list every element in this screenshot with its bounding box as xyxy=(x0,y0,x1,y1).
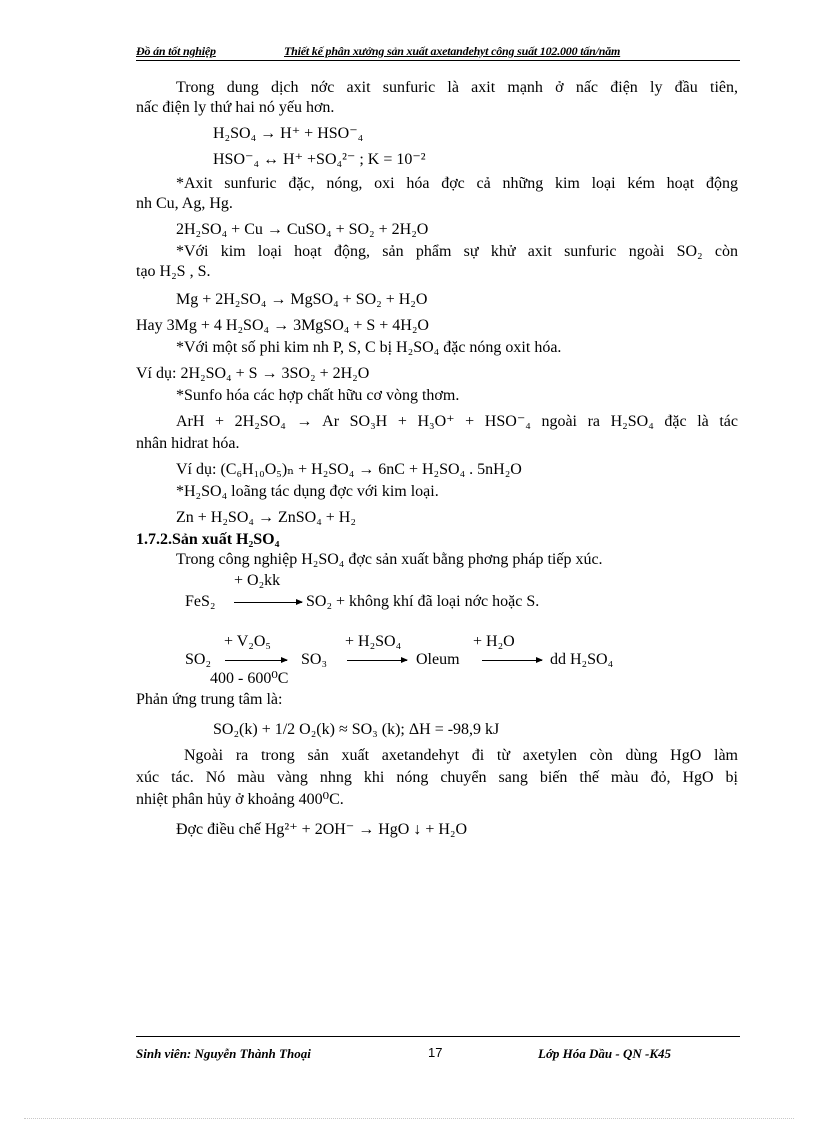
page-number: 17 xyxy=(428,1045,443,1060)
paragraph-10c: nhiệt phân hủy ở khoảng 400⁰C. xyxy=(136,791,344,808)
header-right: Thiết kế phân xưởng sản xuất axetandehyt công suất 102.000 tấn/năm xyxy=(284,44,621,58)
paragraph-9: Phản ứng trung tâm là: xyxy=(136,691,283,708)
paragraph-10b: xúc tác. Nó màu vàng nhng khi nóng chuyển sang biến thế màu đỏ, HgO bị xyxy=(136,769,738,786)
chain-arrow-3 xyxy=(482,660,542,661)
equation-6: Ví dụ: 2H₂SO₄ + S → 3SO₂ + 2H₂O xyxy=(136,365,370,382)
equation-4: Mg + 2H₂SO₄ → MgSO₄ + SO₂ + H₂O xyxy=(176,291,428,308)
footer-class: Lớp Hóa Dầu - QN -K45 xyxy=(538,1046,672,1061)
paragraph-2b: nh Cu, Ag, Hg. xyxy=(136,195,233,212)
equation-8: Ví dụ: (C₆H₁₀O₅)ₙ + H₂SO₄ → 6nC + H₂SO₄ . 5nH₂O xyxy=(176,461,522,478)
fes2-product: SO₂ + không khí đã loại nớc hoặc S. xyxy=(306,593,540,610)
chain-so3: SO₃ xyxy=(301,651,328,668)
chain-reagent-1: + V₂O₅ xyxy=(224,633,271,650)
chain-temperature: 400 - 600⁰C xyxy=(210,670,289,687)
hgo-reaction: Đợc điều chế Hg²⁺ + 2OH⁻ → HgO ↓ + H₂O xyxy=(176,821,468,838)
paragraph-1b: nấc điện ly thứ hai nó yếu hơn. xyxy=(136,99,335,116)
paragraph-5: *Sunfo hóa các hợp chất hữu cơ vòng thơm. xyxy=(176,387,460,404)
equation-2: HSO⁻₄ ↔ H⁺ +SO₄²⁻ ; K = 10⁻² xyxy=(213,151,426,168)
paragraph-7: *H₂SO₄ loãng tác dụng đợc với kim loại. xyxy=(176,483,439,500)
central-reaction: SO₂(k) + 1/2 O₂(k) ≈ SO₃ (k); ΔH = -98,9 kJ xyxy=(213,721,500,738)
chain-product: dd H₂SO₄ xyxy=(550,651,614,668)
chain-arrow-2 xyxy=(347,660,407,661)
fes2-reagent: + O₂kk xyxy=(234,572,281,589)
page-edge-dotted-line xyxy=(24,1118,794,1119)
paragraph-10a: Ngoài ra trong sản xuất axetandehyt đi từ axetylen còn dùng HgO làm xyxy=(184,747,738,764)
chain-arrow-1 xyxy=(225,660,287,661)
page-header xyxy=(136,44,740,61)
equation-1: H₂SO₄ → H⁺ + HSO⁻₄ xyxy=(213,125,364,142)
fes2-reactant: FeS₂ xyxy=(185,593,216,610)
header-left: Đồ án tốt nghiệp xyxy=(136,44,216,58)
paragraph-1a: Trong dung dịch nớc axit sunfuric là axit mạnh ở nấc điện ly đầu tiên, xyxy=(176,79,738,96)
chain-oleum: Oleum xyxy=(416,651,460,668)
footer-rule xyxy=(136,1036,740,1037)
paragraph-4: *Với một số phi kim nh P, S, C bị H₂SO₄ đặc nóng oxit hóa. xyxy=(176,339,562,356)
paragraph-3a: *Với kim loại hoạt động, sản phẩm sự khử axit sunfuric ngoài SO₂ còn xyxy=(176,243,738,260)
fes2-arrow xyxy=(234,602,302,603)
paragraph-2: *Axit sunfuric đặc, nóng, oxi hóa đợc cả những kim loại kém hoạt động xyxy=(176,175,738,192)
equation-9: Zn + H₂SO₄ → ZnSO₄ + H₂ xyxy=(176,509,356,526)
equation-3: 2H₂SO₄ + Cu → CuSO₄ + SO₂ + 2H₂O xyxy=(176,221,429,238)
equation-5: Hay 3Mg + 4 H₂SO₄ → 3MgSO₄ + S + 4H₂O xyxy=(136,317,429,334)
chain-reagent-3: + H₂O xyxy=(473,633,515,650)
footer-student: Sinh viên: Nguyễn Thành Thoại xyxy=(136,1046,311,1061)
paragraph-3b: tạo H₂S , S. xyxy=(136,263,211,280)
chain-reagent-2: + H₂SO₄ xyxy=(345,633,402,650)
section-heading: 1.7.2.Sản xuất H₂SO₄ xyxy=(136,531,280,548)
chain-so2: SO₂ xyxy=(185,651,212,668)
equation-7: ArH + 2H₂SO₄ → Ar SO₃H + H₃O⁺ + HSO⁻₄ ngoài ra H₂SO₄ đặc là tác xyxy=(176,413,738,430)
paragraph-6b: nhân hidrat hóa. xyxy=(136,435,240,452)
paragraph-8: Trong công nghiệp H₂SO₄ đợc sản xuất bằng phơng pháp tiếp xúc. xyxy=(176,551,603,568)
